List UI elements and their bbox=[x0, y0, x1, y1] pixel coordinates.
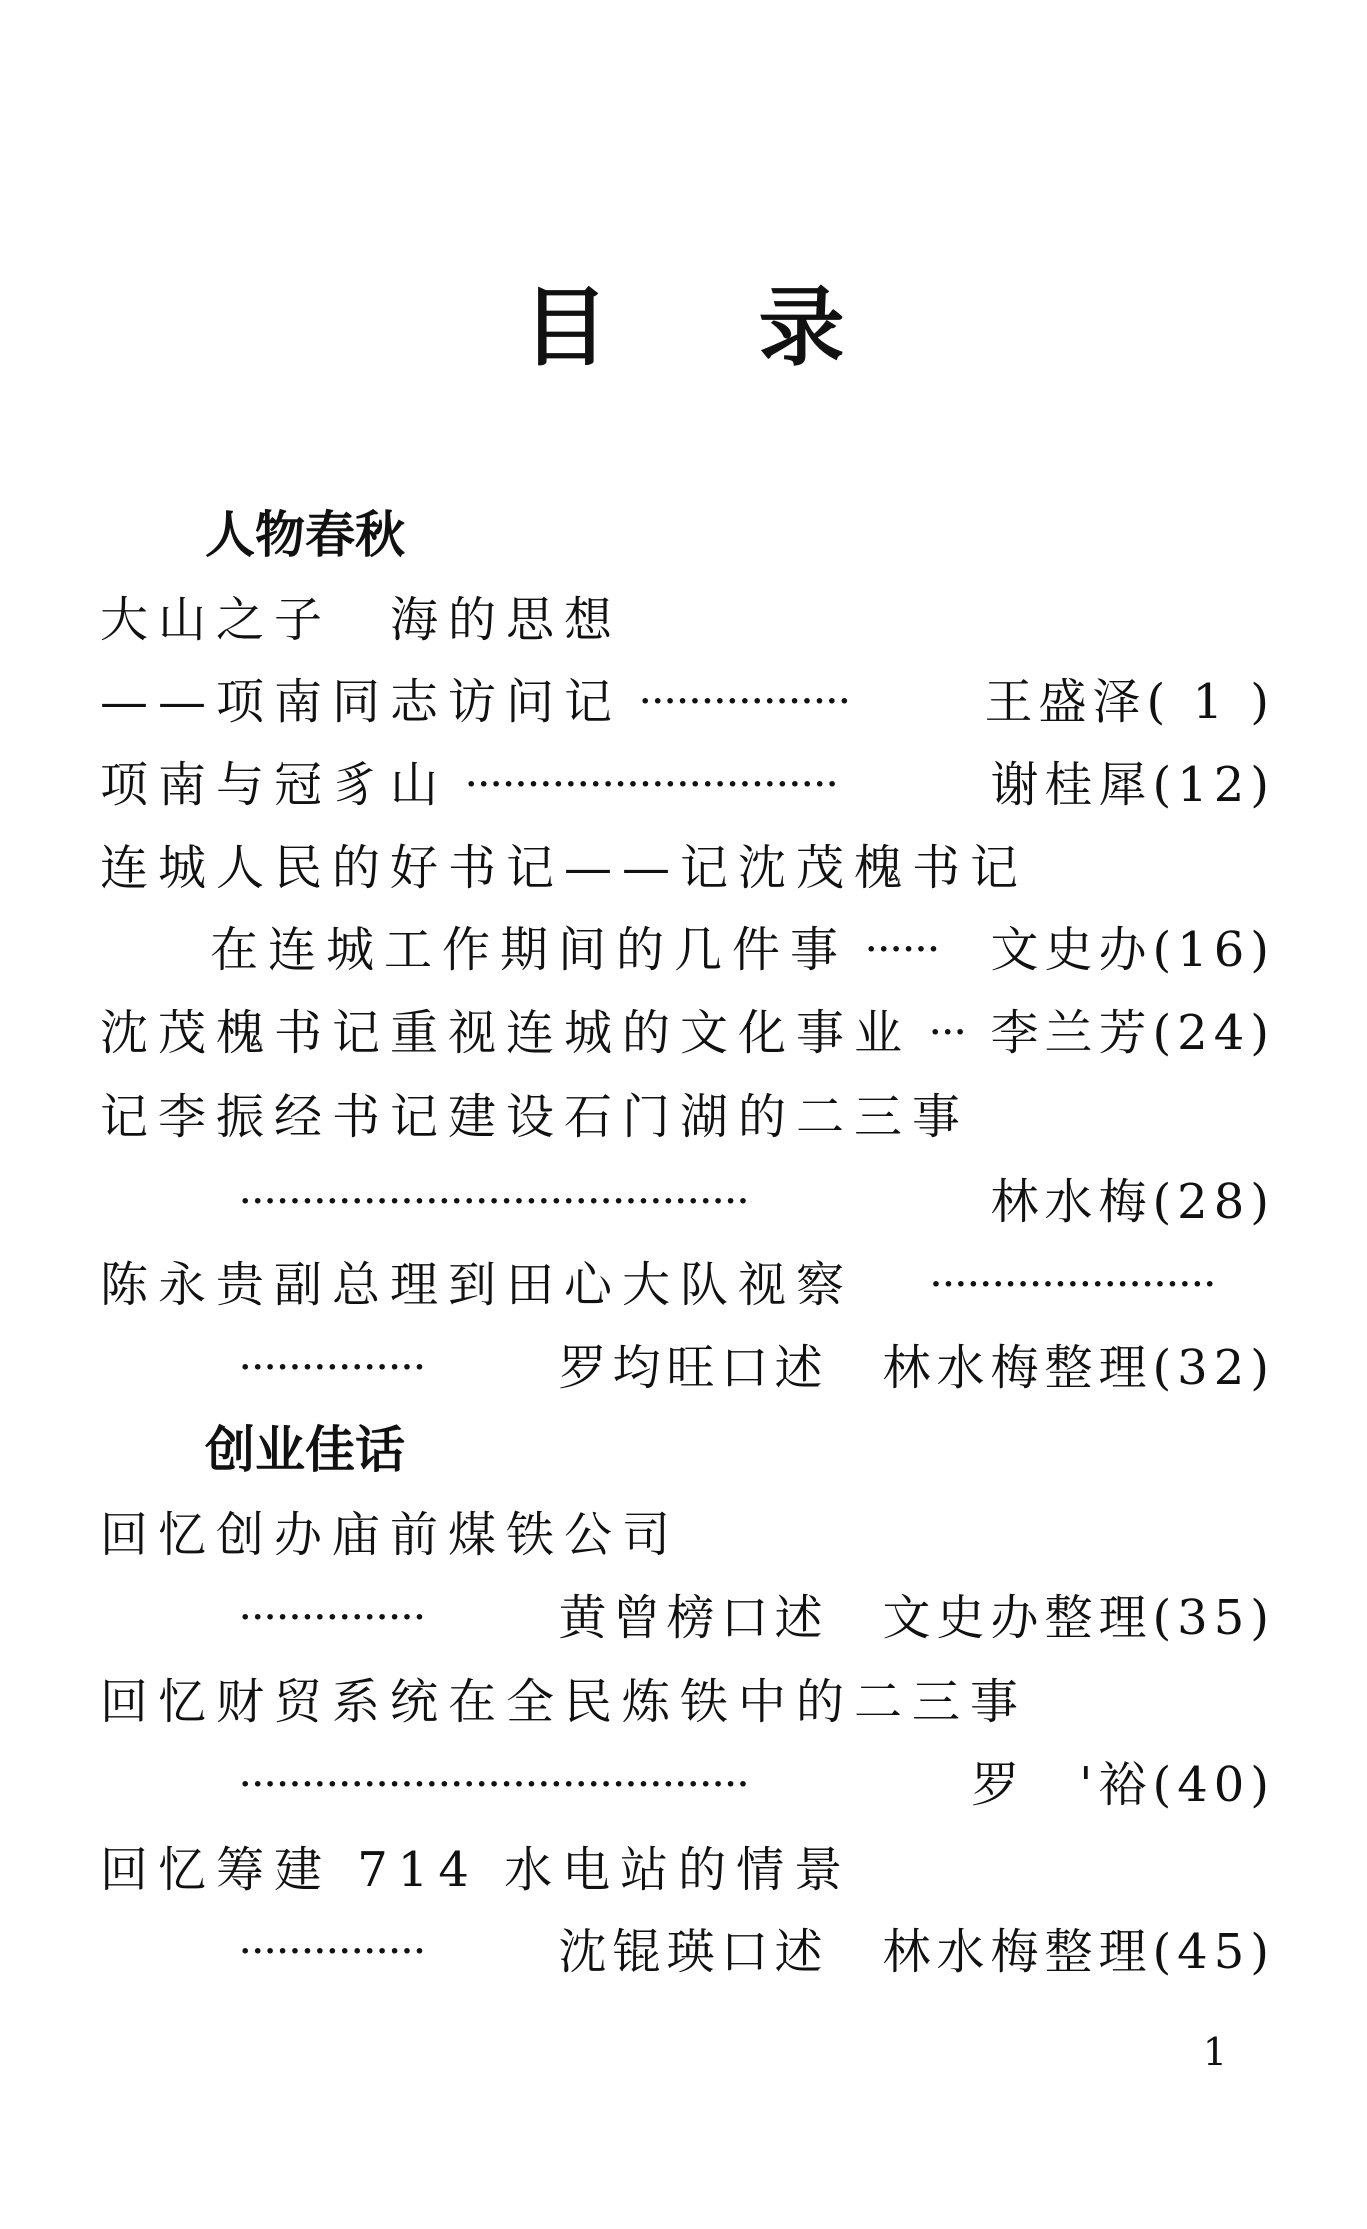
entry-author-page: 谢桂犀(12) bbox=[990, 757, 1275, 813]
entry-title: 陈永贵副总理到田心大队视察 bbox=[100, 1257, 855, 1313]
entry-author-page: 林水梅(28) bbox=[990, 1174, 1275, 1230]
leader-dots: ······················· bbox=[930, 1267, 1217, 1302]
leader-dots: ········································· bbox=[240, 1184, 751, 1219]
leader-dots: ··············· bbox=[240, 1350, 427, 1385]
toc-entry-line bbox=[240, 1922, 1275, 1982]
toc-entry-line bbox=[240, 1588, 1275, 1648]
entry-title: 沈茂槐书记重视连城的文化事业 bbox=[100, 1005, 913, 1061]
entry-author-page: 罗均旺口述 林水梅整理(32) bbox=[558, 1340, 1275, 1396]
leader-dots: ················· bbox=[640, 684, 852, 719]
toc-entry-line bbox=[240, 1755, 1275, 1815]
toc-entry-line bbox=[100, 1255, 1235, 1315]
section-heading-chuangye: 创业佳话 bbox=[205, 1421, 405, 1479]
entry-author-page: 文史办(16) bbox=[990, 922, 1275, 978]
toc-entry-line bbox=[100, 1505, 1275, 1565]
leader-dots: ······ bbox=[866, 932, 941, 967]
toc-entry-line bbox=[240, 1338, 1275, 1398]
entry-author-page: 沈锟瑛口述 林水梅整理(45) bbox=[558, 1924, 1275, 1980]
toc-entry-line bbox=[100, 1840, 1275, 1900]
toc-entry-line bbox=[210, 920, 1275, 980]
entry-author-page: 罗 '裕(40) bbox=[971, 1757, 1275, 1813]
section-heading-renwu: 人物春秋 bbox=[205, 506, 405, 564]
entry-subtitle: ——项南同志访问记 bbox=[100, 674, 623, 730]
toc-entry-line bbox=[100, 672, 1275, 732]
entry-title: 回忆创办庙前煤铁公司 bbox=[100, 1507, 681, 1563]
entry-author-page: 李兰芳(24) bbox=[990, 1005, 1275, 1061]
toc-entry-line bbox=[100, 590, 1275, 650]
toc-entry-line bbox=[100, 755, 1275, 815]
entry-title: 记李振经书记建设石门湖的二三事 bbox=[100, 1089, 971, 1145]
title-char-1: 目 bbox=[522, 278, 609, 378]
page-number: 1 bbox=[1202, 2030, 1227, 2074]
entry-author-page: 王盛泽( 1 ) bbox=[984, 674, 1275, 730]
toc-entry-line bbox=[100, 1087, 1275, 1147]
toc-entry-line bbox=[100, 838, 1275, 898]
toc-entry-line bbox=[100, 1672, 1275, 1732]
leader-dots: ······························ bbox=[466, 767, 840, 802]
leader-dots: ··· bbox=[930, 1015, 968, 1050]
leader-dots: ··············· bbox=[240, 1934, 427, 1969]
entry-title: 回忆财贸系统在全民炼铁中的二三事 bbox=[100, 1674, 1029, 1730]
entry-author-page: 黄曾榜口述 文史办整理(35) bbox=[558, 1590, 1275, 1646]
title-char-2: 录 bbox=[758, 278, 845, 378]
toc-entry-line bbox=[100, 1003, 1275, 1063]
toc-entry-line bbox=[240, 1172, 1275, 1232]
leader-dots: ··············· bbox=[240, 1600, 427, 1635]
entry-title: 回忆筹建 714 水电站的情景 bbox=[100, 1842, 853, 1898]
page-title bbox=[0, 278, 1367, 378]
entry-title: 大山之子 海的思想 bbox=[100, 592, 623, 648]
entry-subtitle: 在连城工作期间的几件事 bbox=[210, 922, 849, 978]
entry-title: 项南与冠豸山 bbox=[100, 757, 449, 813]
leader-dots: ········································· bbox=[240, 1767, 751, 1802]
entry-title: 连城人民的好书记——记沈茂槐书记 bbox=[100, 840, 1029, 896]
